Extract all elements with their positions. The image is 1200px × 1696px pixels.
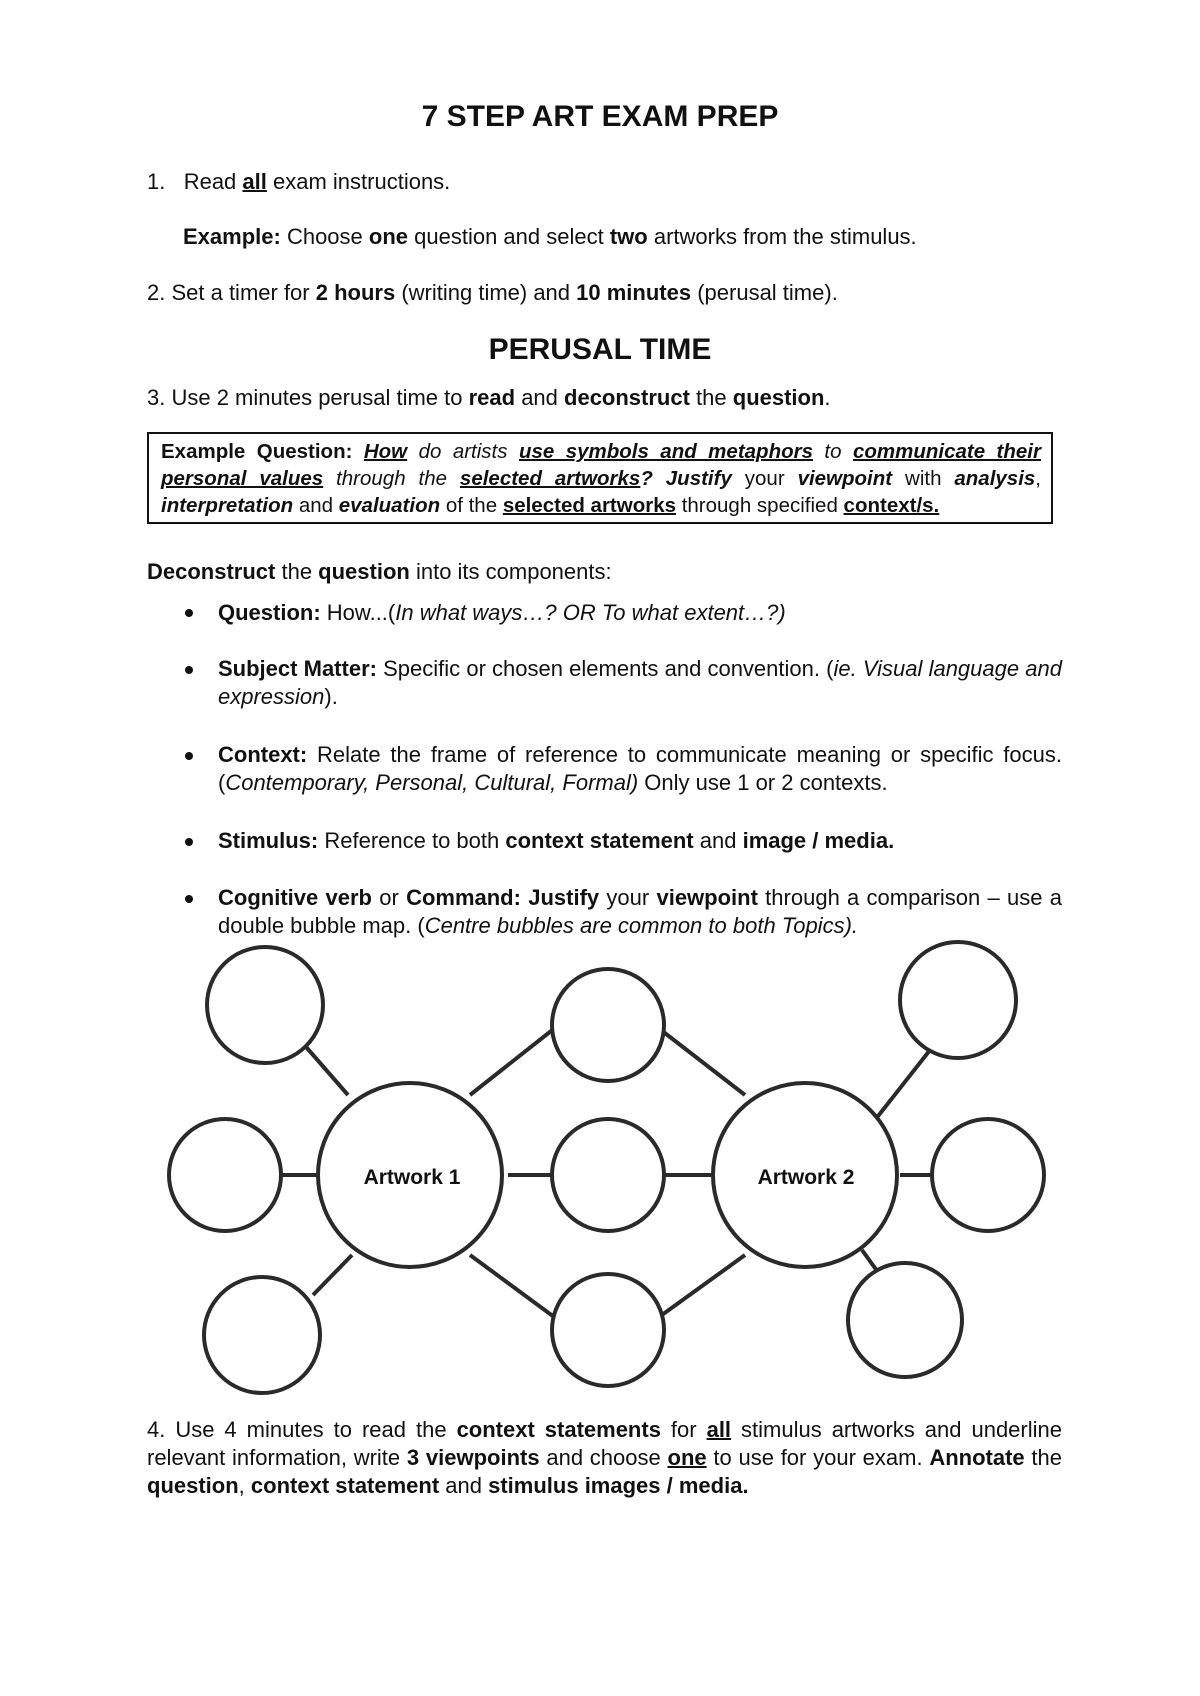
bullet-cognitive-d: Justify [528, 885, 600, 910]
eq-how: How [363, 440, 408, 463]
step-2-hours: 2 hours [315, 280, 396, 305]
bullet-question-label: Question: [218, 600, 321, 625]
eq-t6: with [892, 467, 955, 490]
step-4-q: . [742, 1473, 749, 1498]
example-label: Example: [183, 224, 281, 249]
bullet-cognitive-g: through a comparison – use a double bubble map. ( [218, 885, 1062, 938]
step-4-k: the [1024, 1445, 1062, 1470]
eq-selected-1: selected artworks [459, 467, 641, 490]
step-3-text-c: and [515, 385, 565, 410]
eq-t3: through the [323, 467, 460, 490]
perusal-heading: PERUSAL TIME [488, 333, 712, 366]
bullet-subject-label: Subject Matter: [218, 656, 377, 681]
bullet-context-label: Context: [218, 742, 308, 767]
step-4-e: stimulus artworks and underline relevant information, write [147, 1417, 1062, 1470]
step-4-g: and choose [539, 1445, 668, 1470]
eq-interpretation: interpretation [161, 494, 294, 517]
eq-communicate: communicate their personal values [161, 440, 1041, 490]
artwork-2-label: Artwork 2 [757, 1166, 855, 1189]
step-4-f: 3 viewpoints [406, 1445, 540, 1470]
step-4-l: question [147, 1473, 239, 1498]
connector-line [875, 1050, 930, 1120]
eq-t4: ? [640, 467, 666, 490]
example-text-e: artworks from the stimulus. [647, 224, 917, 249]
eq-t2: to [813, 440, 853, 463]
step-2-text-c: (writing time) and [395, 280, 577, 305]
step-3-text-g: . [824, 385, 831, 410]
eq-analysis: analysis [954, 467, 1036, 490]
bubble-center-middle [552, 1119, 664, 1231]
bubble-left-middle [169, 1119, 281, 1231]
eq-t5: your [731, 467, 798, 490]
eq-t8: and [293, 494, 339, 517]
step-2-minutes: 10 minutes [576, 280, 692, 305]
eq-evaluation: evaluation [338, 494, 441, 517]
bubble-center-top [552, 969, 664, 1081]
deconstruct-text-d: into its components: [409, 559, 612, 584]
bubble-right-top [900, 942, 1016, 1058]
step-4-m: , [238, 1473, 251, 1498]
eq-t1: do artists [407, 440, 519, 463]
bubble-left-bottom [204, 1277, 320, 1393]
step-4-p: stimulus images / media [488, 1473, 743, 1498]
bubble-right-middle [932, 1119, 1044, 1231]
eq-symbols: use symbols and metaphors [518, 440, 813, 463]
step-1-all: all [242, 169, 267, 194]
deconstruct-text-b: the [275, 559, 319, 584]
bullet-cognitive-h: Centre bubbles are common to both Topics). [424, 913, 859, 938]
bullet-cognitive-e: your [599, 885, 657, 910]
bullet-context-c: Only use 1 or 2 contexts. [638, 770, 888, 795]
bullet-context-b: Contemporary, Personal, Cultural, Formal) [225, 770, 639, 795]
bullet-question-a: How...( [320, 600, 396, 625]
example-question-label: Example Question: [161, 440, 353, 463]
connector-line [313, 1255, 352, 1295]
step-3-text-a: 3. Use 2 minutes perusal time to [147, 385, 469, 410]
bullet-subject-b: ie. Visual language and expression [218, 656, 1062, 709]
example-one: one [368, 224, 409, 249]
eq-selected-2: selected artworks [502, 494, 677, 517]
step-4-b: context statements [456, 1417, 661, 1442]
step-4-a: 4. Use 4 minutes to read the [147, 1417, 457, 1442]
bullet-stimulus-label: Stimulus: [218, 828, 319, 853]
step-4-n: context statement [250, 1473, 440, 1498]
step-4-d: all [706, 1417, 732, 1442]
step-3-question: question [732, 385, 825, 410]
bullet-question-b: In what ways…? OR To what extent…?) [395, 600, 786, 625]
step-1-text-a: Read [183, 169, 243, 194]
deconstruct-word: Deconstruct [147, 559, 276, 584]
eq-t9: of the [440, 494, 503, 517]
step-4-o: and [439, 1473, 489, 1498]
eq-viewpoint: viewpoint [797, 467, 893, 490]
eq-justify: Justify [665, 467, 732, 490]
step-4-i: to use for your exam. [706, 1445, 930, 1470]
bubble-right-bottom [848, 1263, 962, 1377]
bullet-cognitive-f: viewpoint [656, 885, 758, 910]
step-2-text-e: (perusal time). [691, 280, 838, 305]
bullet-stimulus-d: image / media. [742, 828, 895, 853]
bullet-stimulus-b: context statement [505, 828, 694, 853]
bullet-context-a: Relate the frame of reference to communicate meaning or specific focus. ( [218, 742, 1062, 795]
example-two: two [609, 224, 648, 249]
step-1-text-c: exam instructions. [266, 169, 451, 194]
eq-t7: , [1035, 467, 1041, 490]
step-4-h: one [667, 1445, 707, 1470]
eq-context: context/s. [843, 494, 940, 517]
step-1-number: 1. [147, 169, 166, 194]
bullet-stimulus-a: Reference to both [318, 828, 506, 853]
step-4-c: for [660, 1417, 707, 1442]
step-4-j: Annotate [929, 1445, 1025, 1470]
bullet-cognitive-a: or [371, 885, 407, 910]
example-text-c: question and select [408, 224, 610, 249]
bullet-subject-c: ). [324, 684, 338, 709]
bubble-left-top [207, 947, 323, 1063]
eq-t10: through specified [676, 494, 844, 517]
step-4 [147, 1416, 1062, 1500]
bullet-subject-a: Specific or chosen elements and convention. ( [376, 656, 834, 681]
step-2-text-a: 2. Set a timer for [147, 280, 316, 305]
example-text-a: Choose [280, 224, 369, 249]
deconstruct-question: question [318, 559, 410, 584]
page-title: 7 STEP ART EXAM PREP [421, 100, 779, 133]
bullet-stimulus-c: and [693, 828, 743, 853]
connector-line [470, 1255, 565, 1325]
bullet-cognitive-label: Cognitive verb [218, 885, 372, 910]
step-3-text-e: the [689, 385, 733, 410]
connector-line [300, 1040, 348, 1095]
step-3-read: read [468, 385, 516, 410]
step-3-deconstruct: deconstruct [564, 385, 690, 410]
bubble-center-bottom [552, 1274, 664, 1386]
artwork-1-label: Artwork 1 [363, 1166, 461, 1189]
bullet-cognitive-b: Command: [406, 885, 521, 910]
